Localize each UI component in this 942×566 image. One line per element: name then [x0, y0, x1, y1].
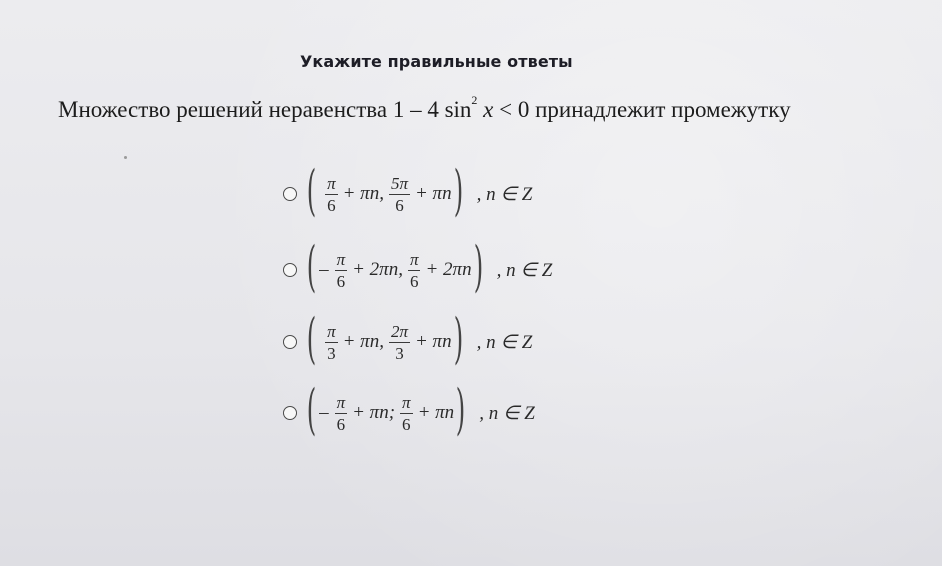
close-paren: ) [453, 159, 463, 222]
fraction [389, 323, 410, 362]
fraction [389, 175, 410, 214]
fraction-numerator: π [409, 249, 419, 269]
fraction [335, 394, 348, 433]
set-condition: , n ∈ Z [476, 183, 533, 205]
question-suffix: принадлежит промежутку [535, 97, 791, 122]
close-paren: ) [473, 235, 483, 298]
fraction [408, 251, 421, 290]
lead-sign: – [319, 259, 329, 280]
fraction-denominator: 6 [409, 271, 419, 291]
open-paren: ( [306, 159, 317, 222]
term: + πn [414, 331, 452, 352]
term: + πn, [342, 331, 384, 352]
inequality-rhs: < 0 [499, 97, 530, 122]
radio-unselected-icon[interactable] [283, 263, 297, 277]
fraction-numerator: 2π [390, 321, 408, 341]
inequality-var: x [483, 97, 494, 122]
term: + 2πn, [352, 259, 403, 280]
fraction-denominator: 6 [395, 195, 404, 215]
fraction-denominator: 6 [336, 414, 346, 434]
answer-option-4[interactable] [283, 378, 535, 443]
fraction [335, 251, 348, 290]
set-condition: , n ∈ Z [479, 402, 535, 424]
radio-unselected-icon[interactable] [283, 335, 297, 349]
fraction-numerator: π [402, 392, 411, 412]
fraction-denominator: 3 [395, 343, 404, 363]
fraction [325, 175, 338, 214]
fraction-denominator: 6 [402, 414, 411, 434]
fraction-denominator: 6 [336, 271, 346, 291]
set-condition: , n ∈ Z [496, 259, 553, 281]
open-paren: ( [306, 307, 317, 370]
fraction [325, 323, 338, 362]
option-1-math [306, 159, 533, 222]
answer-option-1[interactable] [283, 159, 533, 224]
answer-option-3[interactable] [283, 307, 533, 372]
fraction-numerator: π [327, 173, 336, 193]
fraction-numerator: 5π [390, 173, 408, 193]
question-prefix: Множество решений неравенства [58, 97, 388, 122]
inequality-lhs: 1 – 4 sin [392, 97, 472, 122]
radio-unselected-icon[interactable] [283, 187, 297, 201]
term: + πn [414, 183, 452, 204]
answer-option-2[interactable] [283, 235, 553, 300]
close-paren: ) [453, 307, 463, 370]
fraction-numerator: π [327, 321, 336, 341]
option-4-math [306, 378, 535, 441]
option-2-math [306, 235, 553, 298]
instruction-heading: Укажите правильные ответы [300, 52, 573, 71]
open-paren: ( [306, 378, 317, 441]
term: + πn, [342, 183, 384, 204]
fraction-denominator: 6 [327, 195, 336, 215]
open-paren: ( [306, 235, 317, 298]
fraction [400, 394, 413, 433]
fraction-denominator: 3 [327, 343, 336, 363]
term: + πn; [352, 402, 396, 423]
term: + πn [417, 402, 455, 423]
fraction-numerator: π [336, 249, 346, 269]
term: + 2πn [425, 259, 472, 280]
radio-unselected-icon[interactable] [283, 406, 297, 420]
fraction-numerator: π [336, 392, 346, 412]
inequality-power: 2 [471, 93, 478, 108]
lead-sign: – [319, 402, 329, 423]
set-condition: , n ∈ Z [476, 331, 533, 353]
close-paren: ) [455, 378, 466, 441]
option-3-math [306, 307, 533, 370]
